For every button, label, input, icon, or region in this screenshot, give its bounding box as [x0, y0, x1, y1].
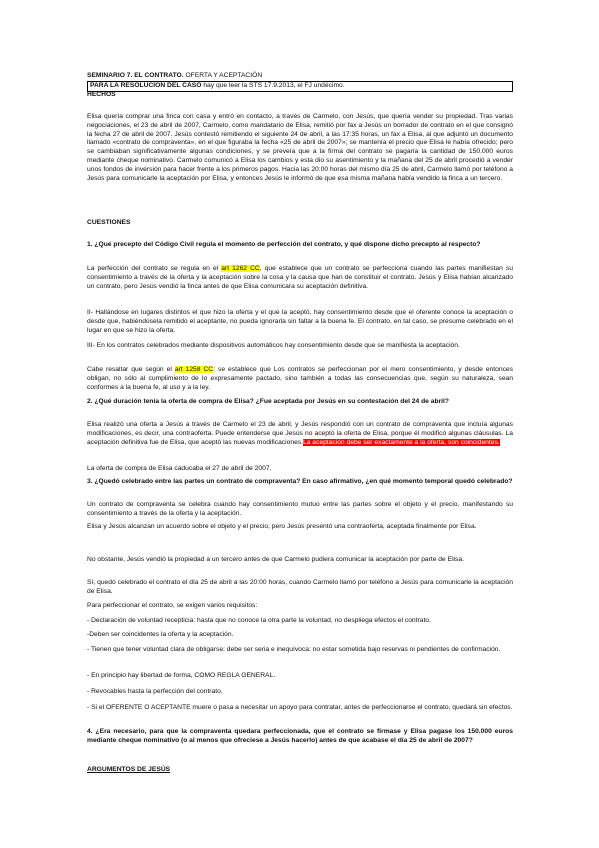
article-1258-highlight: art 1258 CC [174, 366, 214, 373]
requirement-item: - En principio hay libertad de forma, COMO REGLA GENERAL. [87, 672, 276, 679]
answer-3-paragraph-3: No obstante, Jesús vendió la propiedad a un tercero antes de que Carmelo pudiera comunicar la aceptación por parte de Elisa. [87, 556, 464, 563]
seminar-title-bold: SEMINARIO 7. EL CONTRATO. [87, 72, 184, 79]
cuestiones-heading: CUESTIONES [87, 219, 131, 226]
answer-1-paragraph-3: III- En los contratos celebrados mediante dispositivos automáticos hay consentimiento desde que se manifiesta la aceptación. [87, 342, 460, 349]
case-instruction-rest: hay que leer la STS 17.9.2013, el FJ undécimo. [201, 82, 345, 89]
hechos-heading: HECHOS [87, 91, 116, 98]
question-1: 1. ¿Qué precepto del Código Civil regula el momento de perfección del contrato, y qué dispone dicho precepto al respecto? [87, 241, 481, 248]
answer-1-text: ; se establece que Los contratos se perfeccionan por el mero consentimiento, y desde entonces obligan, no sólo al cumplimiento de lo expresamente pactado, sino también a todas las consecuencias que, según su naturaleza, sean conformes a la buena fe, al uso y a la ley. [87, 366, 513, 391]
answer-3-paragraph-4: Sí, quedó celebrado el contrato el día 25 de abril a las 20:00 horas, cuando Carmelo llamó por teléfono a Jesús para comunicarle la aceptación de Elisa. [87, 579, 513, 595]
answer-1-paragraph-2: II- Hallándose en lugares distintos el que hizo la oferta y el que la aceptó, hay consentimiento desde que el oferente conoce la aceptación o desde que, habiéndosela remitido el aceptante, no pueda ignorarla sin faltar a la buena fe. El contrato, en tal caso, se presume celebrado en el lugar en que se hizo la oferta. [87, 309, 513, 334]
answer-1-text: La perfección del contrato se regula en el [87, 265, 222, 272]
requirement-item: - Tienen que tener voluntad clara de obligarse: debe ser seria e inequívoca: no estar sometida bajo reservas ni pendientes de confirmación. [87, 646, 501, 653]
answer-1-text: Cabe resaltar que según el [87, 366, 175, 373]
answer-2-paragraph-1 [87, 421, 513, 447]
answer-3-paragraph-1: Un contrato de compraventa se celebra cuando hay consentimiento mutuo entre las partes sobre el objeto y el precio, manifestando su consentimiento a través de la oferta y la aceptación. [87, 501, 513, 517]
answer-1-paragraph-1 [87, 265, 513, 291]
requirement-item: - Revocables hasta la perfección del contrato. [87, 688, 223, 695]
answer-2-paragraph-2: La oferta de compra de Elisa caducaba el 27 de abril de 2007. [87, 465, 272, 472]
answer-3-paragraph-5: Para perfeccionar el contrato, se exigen varios requisitos: [87, 602, 258, 609]
requirement-item: - Declaración de voluntad recepticia: hasta que no conoce la otra parte la voluntad, no despliega efectos el contrato. [87, 617, 431, 624]
question-2: 2. ¿Qué duración tenía la oferta de compra de Elisa? ¿Fue aceptada por Jesús en su contestación del 24 de abril? [87, 398, 449, 405]
answer-1-text: , que establece que un contrato se perfecciona cuando las partes manifiestan su consentimiento a través de la oferta y la aceptación sobre la cosa y la causa que han de constituir el contrato. Jesús y Elisa habían alcanzado un contrato, pero Jesús vendió la finca antes de que Elisa comunicara su aceptación definitiva. [87, 265, 513, 290]
case-instruction-bold: PARA LA RESOLUCIÓN DEL CASO [90, 82, 202, 89]
argumentos-heading: ARGUMENTOS DE JESÚS [87, 766, 171, 773]
seminar-title [87, 72, 513, 81]
answer-2-text: Elisa realizó una oferta a Jesús a través de Carmelo el 23 de abril, y Jesús respondió con un contrato de compraventa que incluía algunas modificaciones, es decir, una contraoferta. Puede entenderse que Jesús no aceptó la oferta de Elisa, porque él modificó algunas cláusulas. La aceptación definitiva fue de Elisa, que aceptó las nuevas modificaciones. [87, 421, 513, 446]
facts-paragraph: Elisa quería comprar una finca con casa y entró en contacto, a través de Carmelo, con Jesús, que quería vender su propiedad. Tras varias negociaciones, el 23 de abril de 2007, Carmelo, como mandatario de Elisa, remitió por fax a Jesús un borrador de contrato en el que consignó la fecha 27 de abril de 2007. Jesús contestó remitiendo el siguiente 24 de abril, a las 17:35 horas, un fax a Elisa, al que adjuntó un documento llamado «contrato de compraventa», en el que figuraba la fecha «25 de abril de 2007»; se mantenía el precio que Elisa le había ofrecido; pero se cambiaban significativamente algunas condiciones, y se preveía que a la firma del contrato se pagaría la cantidad de 150.000 euros mediante cheque nominativo. Carmelo comunicó a Elisa los cambios y esta dio su asentimiento y la mañana del 25 de abril procedió a vender unos fondos de inversión para hacer frente a los primeros pagos. Hacia las 20:00 horas del mismo día 25 de abril, Carmelo llamó por teléfono a Jesús para comunicarle la aceptación por Elisa, y entonces Jesús le informó de que esa misma mañana había vendido la finca a un tercero. [87, 113, 513, 182]
question-3: 3. ¿Quedó celebrado entre las partes un contrato de compraventa? En caso afirmativo, ¿en qué momento temporal quedó celebrado? [87, 478, 513, 485]
answer-1-paragraph-4 [87, 366, 513, 392]
seminar-title-rest: OFERTA Y ACEPTACIÓN [183, 72, 263, 79]
red-highlight-note: La aceptación debe ser exactamente a la oferta, son coincidentes. [303, 438, 500, 446]
article-1262-highlight: art 1262 CC [221, 265, 260, 272]
requirement-item: - Si el OFERENTE O ACEPTANTE muere o pasa a necesitar un apoyo para contratar, antes de perfeccionarse el contrato, quedará sin efectos. [87, 704, 513, 711]
answer-3-paragraph-2: Elisa y Jesús alcanzan un acuerdo sobre el objeto y el precio, pero Jesús presentó una contraoferta, aceptada finalmente por Elisa. [87, 523, 477, 530]
requirement-item: -Deben ser coincidentes la oferta y la aceptación. [87, 631, 234, 638]
question-4: 4. ¿Era necesario, para que la compraventa quedara perfeccionada, que el contrato se firmase y Elisa pagase los 150.000 euros mediante cheque nominativo (o al menos que ofreciese a Jesús hacerlo) antes de que acabase el día 25 de abril de 2007? [87, 728, 513, 744]
